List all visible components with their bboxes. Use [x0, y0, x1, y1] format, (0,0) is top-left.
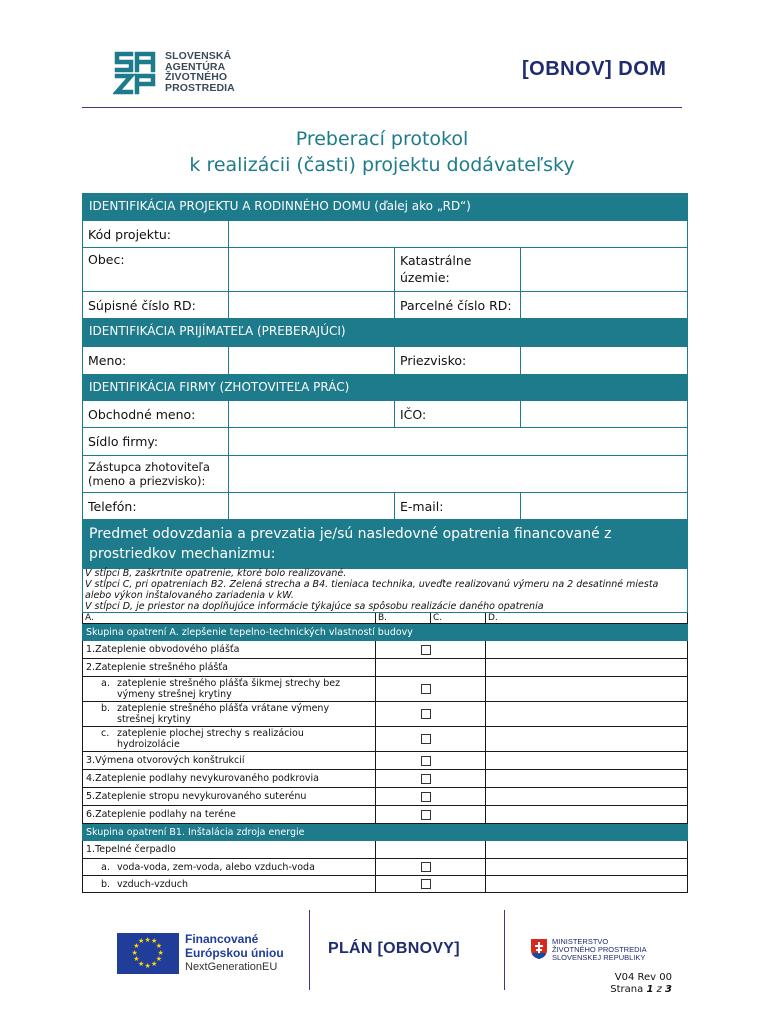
identification-table — [82, 193, 688, 569]
group-a-title: Skupina opatrení A. zlepšenie tepelno-technických vlastností budovy — [83, 624, 688, 641]
measure-check-cell — [376, 677, 431, 702]
eu-line-2: Európskou úniou — [185, 946, 284, 960]
checkbox[interactable] — [421, 862, 431, 872]
section-header-predmet — [83, 520, 688, 569]
label-supisne-cislo: Súpisné číslo RD: — [83, 292, 229, 319]
measure-check-cell — [376, 659, 431, 677]
measure-text: vzduch-vzduch — [117, 878, 188, 890]
measure-label — [83, 859, 376, 876]
slovak-crest-icon — [530, 938, 548, 960]
checkbox[interactable] — [421, 709, 431, 719]
logo-word-dom: DOM — [618, 58, 667, 80]
column-d: D. — [486, 613, 688, 624]
measure-row — [83, 788, 688, 806]
logo-word-obnov: OBNOV — [529, 58, 606, 80]
field-kod-projektu[interactable] — [229, 221, 688, 248]
measure-letter: c. — [101, 728, 110, 739]
section-title-predmet: Predmet odovzdania a prevzatia je/sú nasledovné opatrenia financované z prostriedkov mechanizmu: — [83, 520, 688, 569]
title-line-2: k realizácii (časti) projektu dodávateľsky — [189, 154, 575, 176]
measure-note-cell[interactable] — [486, 841, 688, 859]
measure-check-cell — [376, 859, 431, 876]
measure-number: 4. — [86, 773, 96, 784]
page-counter — [560, 984, 672, 996]
row-obchodne-meno — [83, 401, 688, 428]
checkbox[interactable] — [421, 810, 431, 820]
measure-note-cell[interactable] — [486, 727, 688, 752]
measure-row — [83, 806, 688, 824]
measure-label — [83, 677, 376, 702]
measure-value-cell[interactable] — [431, 677, 486, 702]
measure-check-cell — [376, 727, 431, 752]
measure-check-cell — [376, 770, 431, 788]
measure-number: 1. — [86, 644, 96, 655]
row-meno — [83, 347, 688, 375]
field-obchodne-meno[interactable] — [229, 401, 395, 428]
eu-star-icon: ★ — [144, 961, 151, 970]
measure-label — [83, 876, 376, 893]
field-parcelne-cislo[interactable] — [521, 292, 688, 319]
measure-number: 6. — [86, 809, 96, 820]
measure-text: zateplenie strešného plášťa vrátane výmeny strešnej krytiny — [117, 703, 330, 725]
title-line-1: Preberací protokol — [295, 128, 469, 150]
column-b: B. — [376, 613, 431, 624]
checkbox[interactable] — [421, 792, 431, 802]
field-meno[interactable] — [229, 347, 395, 375]
field-ico[interactable] — [521, 401, 688, 428]
measure-number: 2. — [86, 662, 96, 673]
measure-value-cell[interactable] — [431, 752, 486, 770]
column-a: A. — [83, 613, 376, 624]
measure-row — [83, 641, 688, 659]
label-email: E-mail: — [395, 493, 521, 520]
page-label: Strana — [610, 984, 644, 995]
field-zastupca[interactable] — [229, 456, 688, 493]
measure-label — [83, 770, 376, 788]
measure-value-cell[interactable] — [431, 806, 486, 824]
ministry-line-2: ŽIVOTNÉHO PROSTREDIA — [552, 945, 647, 954]
label-zastupca: Zástupca zhotoviteľa (meno a priezvisko): — [83, 456, 229, 493]
checkbox[interactable] — [421, 684, 431, 694]
checkbox[interactable] — [421, 879, 431, 889]
agency-line-1: SLOVENSKÁ — [165, 50, 232, 62]
label-katastralne-uzemie: Katastrálne územie: — [395, 248, 521, 292]
eu-star-icon: ★ — [144, 935, 151, 944]
measure-row — [83, 841, 688, 859]
measure-text: zateplenie plochej strechy s realizáciou hydroizolácie — [117, 728, 304, 750]
measure-note-cell[interactable] — [486, 659, 688, 677]
measure-text: Zateplenie podlahy nevykurovaného podkrovia — [95, 773, 319, 784]
label-sidlo-firmy: Sídlo firmy: — [83, 428, 229, 456]
measure-value-cell[interactable] — [431, 702, 486, 727]
row-sidlo — [83, 428, 688, 456]
measure-value-cell[interactable] — [431, 770, 486, 788]
row-kontakt — [83, 493, 688, 520]
label-ico: IČO: — [395, 401, 521, 428]
measure-note-cell[interactable] — [486, 770, 688, 788]
eu-star-icon: ★ — [155, 942, 163, 950]
measure-row — [83, 659, 688, 677]
instructions — [83, 568, 688, 613]
eu-star-icon: ★ — [157, 948, 164, 957]
measure-row — [83, 770, 688, 788]
row-zastupca — [83, 456, 688, 493]
instructions-row — [83, 568, 688, 613]
measures-table — [82, 567, 688, 893]
measure-number: 1. — [86, 844, 96, 855]
measure-note-cell[interactable] — [486, 702, 688, 727]
measure-text: Výmena otvorových konštrukcií — [95, 755, 245, 766]
measure-label — [83, 659, 376, 677]
row-obec — [83, 248, 688, 292]
measure-value-cell[interactable] — [431, 788, 486, 806]
measure-value-cell[interactable] — [431, 841, 486, 859]
column-letters-row — [83, 613, 688, 624]
field-telefon[interactable] — [229, 493, 395, 520]
measure-text: voda-voda, zem-voda, alebo vzduch-voda — [117, 861, 315, 873]
measure-label — [83, 641, 376, 659]
eu-star-icon: ★ — [133, 942, 140, 950]
section-header-firma — [83, 375, 688, 401]
section-header-project — [83, 194, 688, 221]
measure-letter: b. — [101, 878, 111, 890]
sazp-logo-mark-icon — [113, 48, 161, 96]
measure-value-cell[interactable] — [431, 727, 486, 752]
label-telefon: Telefón: — [83, 493, 229, 520]
page-of: z — [656, 984, 662, 995]
measure-row — [83, 876, 688, 893]
field-sidlo-firmy[interactable] — [229, 428, 688, 456]
checkbox[interactable] — [421, 756, 431, 766]
group-b1-header — [83, 824, 688, 841]
measure-text: Zateplenie obvodového plášťa — [95, 644, 240, 655]
measure-letter: a. — [101, 861, 110, 873]
measure-label — [83, 727, 376, 752]
measure-check-cell — [376, 641, 431, 659]
measure-check-cell — [376, 806, 431, 824]
checkbox[interactable] — [421, 734, 431, 744]
measure-number: 5. — [86, 791, 96, 802]
measure-letter: b. — [101, 703, 111, 714]
eu-line-3: NextGenerationEU — [185, 961, 278, 973]
section-title-project: IDENTIFIKÁCIA PROJEKTU A RODINNÉHO DOMU (ďalej ako „RD“) — [83, 194, 688, 221]
eu-flag — [117, 933, 179, 974]
measure-text: Tepelné čerpadlo — [95, 844, 176, 855]
plan-obnovy-logo: PLÁN [OBNOVY] — [328, 940, 460, 957]
measure-check-cell — [376, 841, 431, 859]
measure-row — [83, 752, 688, 770]
eu-star-icon: ★ — [151, 937, 158, 946]
measure-value-cell[interactable] — [431, 659, 486, 677]
section-title-prijimatel: IDENTIFIKÁCIA PRIJÍMATEĽA (PREBERAJÚCI) — [83, 319, 688, 347]
measure-label — [83, 788, 376, 806]
page-title — [82, 126, 682, 178]
eu-star-icon: ★ — [131, 948, 138, 957]
agency-line-4: PROSTREDIA — [165, 81, 235, 94]
ministry-name — [552, 938, 647, 962]
measure-note-cell[interactable] — [486, 859, 688, 876]
label-obchodne-meno: Obchodné meno: — [83, 401, 229, 428]
agency-name — [165, 51, 235, 93]
page-total: 3 — [665, 984, 672, 995]
agency-line-3: ŽIVOTNÉHO — [165, 71, 228, 83]
label-obec: Obec: — [83, 248, 229, 292]
label-kod-projektu: Kód projektu: — [83, 221, 229, 248]
footer-divider-2 — [504, 910, 505, 990]
field-priezvisko[interactable] — [521, 347, 688, 375]
sazp-logo — [113, 48, 253, 98]
measure-note-cell[interactable] — [486, 677, 688, 702]
measure-label — [83, 841, 376, 859]
measure-text: Zateplenie strešného plášťa — [95, 662, 228, 673]
instruction-d: V stĺpci D, je priestor na doplňujúce informácie týkajúce sa spôsobu realizácie daného opatrenia — [85, 601, 544, 612]
measure-text: zateplenie strešného plášťa šikmej strechy bez výmeny strešnej krytiny — [117, 678, 341, 700]
page-number: 1 — [646, 984, 654, 995]
measure-note-cell[interactable] — [486, 641, 688, 659]
eu-star-icon: ★ — [138, 959, 145, 968]
row-cisla — [83, 292, 688, 319]
measure-letter: a. — [101, 678, 110, 689]
eu-star-icon: ★ — [151, 959, 158, 968]
field-supisne-cislo[interactable] — [229, 292, 395, 319]
header-divider — [82, 107, 682, 108]
footer-divider-1 — [309, 910, 310, 990]
measure-number: 3. — [86, 755, 96, 766]
measure-value-cell[interactable] — [431, 641, 486, 659]
section-title-firma: IDENTIFIKÁCIA FIRMY (ZHOTOVITEĽA PRÁC) — [83, 375, 688, 401]
row-kod-projektu — [83, 221, 688, 248]
label-priezvisko: Priezvisko: — [395, 347, 521, 375]
measure-label — [83, 702, 376, 727]
field-email[interactable] — [521, 493, 688, 520]
agency-line-2: AGENTÚRA — [165, 60, 226, 73]
measure-check-cell — [376, 876, 431, 893]
measure-note-cell[interactable] — [486, 752, 688, 770]
measure-text: Zateplenie podlahy na teréne — [95, 809, 236, 820]
eu-star-icon: ★ — [133, 955, 140, 963]
measure-check-cell — [376, 702, 431, 727]
measure-check-cell — [376, 752, 431, 770]
group-a-header — [83, 624, 688, 641]
measure-row — [83, 727, 688, 752]
measure-note-cell[interactable] — [486, 788, 688, 806]
checkbox[interactable] — [421, 645, 431, 655]
measure-value-cell[interactable] — [431, 876, 486, 893]
group-b1-title: Skupina opatrení B1. Inštalácia zdroja energie — [83, 824, 688, 841]
column-c: C. — [431, 613, 486, 624]
field-katastralne-uzemie[interactable] — [521, 248, 688, 292]
ministry-line-3: SLOVENSKEJ REPUBLIKY — [552, 953, 646, 962]
ministry-line-1: MINISTERSTVO — [552, 937, 609, 946]
section-header-prijimatel — [83, 319, 688, 347]
eu-star-icon: ★ — [155, 955, 163, 963]
field-obec[interactable] — [229, 248, 395, 292]
logo-bracket-right: ] — [605, 58, 613, 80]
checkbox[interactable] — [421, 774, 431, 784]
measure-note-cell[interactable] — [486, 806, 688, 824]
measure-row — [83, 859, 688, 876]
version-label: V04 Rev 00 — [614, 972, 672, 983]
eu-funding-text — [185, 932, 284, 974]
measure-row — [83, 677, 688, 702]
measure-note-cell[interactable] — [486, 876, 688, 893]
measure-label — [83, 806, 376, 824]
eu-star-icon: ★ — [138, 937, 145, 946]
instruction-b: V stĺpci B, zaškrtnite opatrenie, ktoré bolo realizované. — [85, 568, 347, 579]
measure-value-cell[interactable] — [431, 859, 486, 876]
label-meno: Meno: — [83, 347, 229, 375]
instruction-c: V stĺpci C, pri opatreniach B2. Zelená strecha a B4. tieniaca technika, uveďte realizovanú výmeru na 2 desatinné miesta alebo výkon inštalovaného zariadenia v kW. — [85, 579, 659, 601]
measure-check-cell — [376, 788, 431, 806]
version-info — [560, 972, 672, 996]
eu-line-1: Financované — [185, 932, 259, 946]
measure-text: Zateplenie stropu nevykurovaného suterénu — [95, 791, 307, 802]
measure-row — [83, 702, 688, 727]
obnov-dom-logo — [522, 58, 666, 81]
logo-bracket-left: [ — [522, 58, 530, 80]
measure-label — [83, 752, 376, 770]
label-parcelne-cislo: Parcelné číslo RD: — [395, 292, 521, 319]
